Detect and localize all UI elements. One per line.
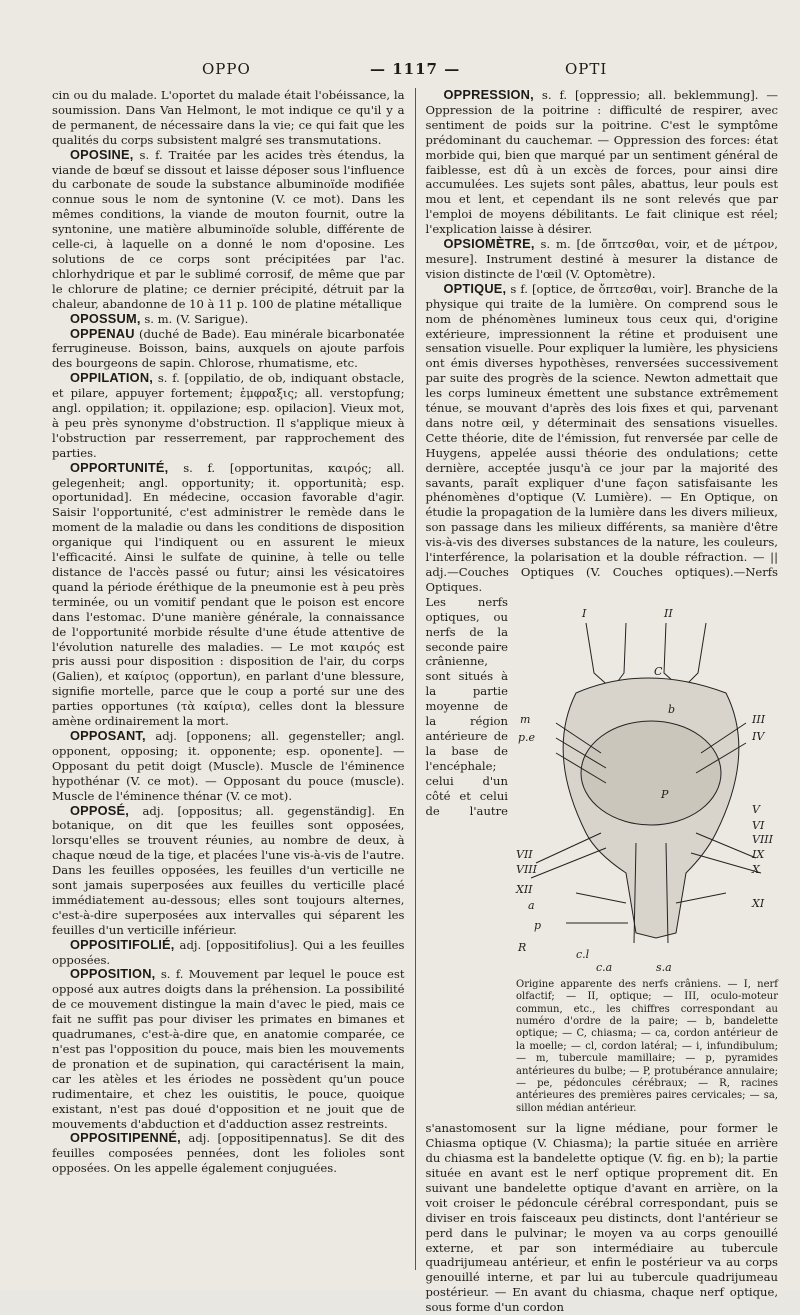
left-entry (52, 938, 405, 968)
figure-label: P (661, 787, 669, 801)
left-entry (52, 371, 405, 460)
figure-label: c.l (576, 947, 590, 961)
headword: OPOSSUM, (70, 310, 145, 326)
figure-label: s.a (656, 960, 672, 974)
figure-label: R (518, 940, 527, 954)
definition-text: s. f. Traitée par les acides très étendus, la viande de bœuf se dissout et laisse déposer sous l'influence du carbonate de soude la substance albuminoïde modifiée connue sous le nom de syntonine (V. ce mot). Dans les mêmes conditions, la viande de mouton fournit, outre la syntonine, une matière albuminoïde soluble, différente de celle-ci, à laquelle on a donné le nom d'oposine. Les solutions de ce corps sont précipitées par l'ac. chlorhydrique et par le sublimé corrosif, de même que par le chlorure de platine; ce dernier précipité, détruit par la chaleur, abandonne de 10 à 11 p. 100 de platine métallique (52, 147, 405, 311)
definition-text: s. f. Mouvement par lequel le pouce est opposé aux autres doigts dans la préhension. La possibilité de ce mouvement distingue la main d'avec le pied, mais ce fait ne suffit pas pour diviser les primates en bimanes et quadrumanes, c'est-à-dire que, en anatomie comparée, ce n'est pas l'opposition du pouce, mais bien les mouvements de pronation et de supination, qui caractérisent la main, car les atèles et les ériodes ne possèdent qu'un pouce rudimentaire, et chez les ouistitis, le pouce, quoique existant, n'est pas doué d'opposition et ne jouit que de mouvements d'abduction et d'adduction assez restreints. (52, 967, 405, 1131)
headword: OPPOSITION, (70, 966, 161, 982)
header-right: OPTI (565, 60, 608, 78)
left-entry (52, 1131, 405, 1176)
headword: OPOSINE, (70, 146, 140, 162)
figure-label: C (654, 664, 663, 678)
figure-label: a (528, 898, 535, 912)
page-number: — 1117 — (370, 60, 461, 78)
figure-label: p.e (518, 730, 536, 744)
left-entry (52, 148, 405, 312)
left-entry (52, 327, 405, 372)
headword: OPPRESSION, (443, 87, 542, 102)
headword: OPPENAU (70, 325, 139, 341)
headword: OPPOSANT, (70, 727, 156, 743)
definition-text: s. m. [de ὄπτεσθαι, voir, et de μέτρον, mesure]. Instrument destiné à mesurer la distance de vision distincte de l'œil (V. Optomètre). (425, 237, 778, 281)
header-left: OPPO (202, 60, 251, 78)
figure-caption: Origine apparente des nerfs crâniens. — I, nerf olfactif; — II, optique; — III, oculo-moteur commun, etc., les chiffres correspondant au numéro d'ordre de la paire; — b, bandelette optique; — C, chiasma; — ca, cordon antérieur de la moelle; — cl, cordon latéral; — i, infundibulum; — m, tubercule mamillaire; — p, pyramides antérieures du bulbe; — P, protubérance annulaire; — pe, pédoncules cérébraux; — R, racines antérieures des premières paires cervicales; — sa, sillon médian antérieur. (516, 978, 778, 1114)
optic-nerve-text: Les nerfs optiques, ou nerfs de la seconde paire crânienne, sont situés à la partie moyenne de la région antérieure de la base de l'encéphale; celui d'un côté et celui de l'autre s'anastomosent sur la ligne médiane, pour former le Chiasma optique (V. Chiasma); la partie située en arrière du chiasma est la bandelette optique (V. fig. en b); la partie située en avant est le nerf optique proprement dit. En suivant une bandelette optique d'avant en arrière, on la voit croiser le pédoncule cérébral correspondant, puis se diviser en trois faisceaux peu distincts, dont l'antérieur se perd dans le pulvinar; le moyen va au corps genouillé externe, et par son intermédiaire au tubercule quadrijumeau antérieur, et enfin le postérieur va au corps genouillé interne, et par lui au tubercule quadrijumeau postérieur. — En avant du chiasma, chaque nerf optique, sous forme d'un cordon (425, 594, 778, 1315)
figure-label: p (534, 918, 542, 932)
left-entry (52, 461, 405, 729)
definition-text: s f. [optice, de ὄπτεσθαι, voir]. Branche de la physique qui traite de la lumière. On comprend sous le nom de phénomènes lumineux tous ceux qui, d'origine extérieure, impressionnent la rétine et produisent une sensation visuelle. Pour expliquer la lumière, les physiciens ont émis diverses hypothèses, renversées successivement par suite des progrès de la science. Newton admettait que les corps lumineux émettent une substance extrêmement ténue, se mouvant d'après des lois fixes et qui, parvenant dans notre œil, y déterminait des sensations visuelles. Cette théorie, dite de l'émission, fut renversée par celle de Huygens, appelée aussi théorie des ondulations; cette dernière, acceptée jusqu'à ce jour par la majorité des savants, paraît expliquer d'une façon satisfaisante les phénomènes d'optique (V. Lumière). — En Optique, on étudie la propagation de la lumière dans les divers milieux, son passage dans les milieux différents, sa manière d'être vis-à-vis des diverses substances de la nature, les couleurs, l'interférence, la polarisation et la double réfraction. — || adj.—Couches Optiques (V. Couches optiques).—Nerfs Optiques. (425, 281, 778, 594)
left-entry (52, 312, 405, 327)
figure-label: I (582, 606, 587, 620)
left-entry (52, 729, 405, 804)
right-entry (426, 282, 779, 595)
definition-text: adj. [oppositipennatus]. Se dit des feuilles composées pennées, dont les folioles sont opposées. On les appelle également conjuguées. (52, 1131, 405, 1176)
headword: OPPOSITIPENNÉ, (70, 1130, 189, 1146)
figure-label: III (752, 712, 766, 726)
left-column (52, 88, 405, 1270)
figure-label: XI (752, 896, 765, 910)
definition-text: adj. [oppositifolius]. Qui a les feuilles opposées. (52, 937, 405, 967)
definition-text: adj. [oppositus; all. gegenständig]. En botanique, on dit que les feuilles sont opposées, lorsqu'elles se trouvent réunies, au nombre de deux, à chaque nœud de la tige, et placées l'une vis-à-vis de l'autre. Dans les feuilles opposées, les feuilles d'un verticille ne sont jamais superposées aux feuilles du verticille placé immédiatement au-dessous; elles sont toujours alternes, c'est-à-dire superposées aux intervalles qui séparent les feuilles d'un verticille inférieur. (52, 803, 405, 937)
figure-label: VI (752, 818, 765, 832)
figure-label: X (752, 862, 760, 876)
figure-label: II (664, 606, 673, 620)
column-divider (415, 88, 416, 1270)
definition-text: s. f. [oppressio; all. beklemmung]. — Oppression de la poitrine : difficulté de respirer, avec sentiment de poids sur la poitrine. C'est le symptôme prédominant du cauchemar. — Oppression des forces: état morbide qui, bien que marqué par un sentiment général de faiblesse, est dû à un excès de forces, pour ainsi dire accumulées. Les sujets sont pâles, abattus, leur pouls est mou et lent, et cependant ils ne sont relevés que par l'emploi de moyens débilitants. Le fait clinique est réel; l'explication laisse à désirer. (425, 88, 779, 237)
figure-label: b (668, 702, 676, 716)
definition-text: cin ou du malade. L'oportet du malade était l'obéissance, la soumission. Dans Van Helmont, le mot indique ce qu'il y a de permanent, de nécessaire dans la vie; ce qui fait que les qualités du corps subsistent malgré ses transmutations. (52, 88, 405, 147)
figure-label: XII (516, 882, 533, 896)
figure-label: V (752, 802, 760, 816)
figure-label: VIII (752, 832, 773, 846)
figure-label: c.a (596, 960, 613, 974)
right-entry (426, 237, 779, 282)
headword: OPPORTUNITÉ, (70, 459, 184, 475)
running-header (0, 60, 800, 84)
figure-label: VII (516, 847, 533, 861)
headword: OPPILATION, (70, 370, 158, 386)
figure-label: VIII (516, 862, 537, 876)
definition-text: s. f. [oppilatio, de ob, indiquant obstacle, et pilare, appuyer fortement; ἐμφραξις; all. verstopfung; angl. oppilation; it. oppilazione; esp. opilacion]. Vieux mot, à peu près synonyme d'obstruction. Il s'applique mieux à l'obstruction par resserrement, par rapprochement des parties. (52, 371, 405, 460)
figure-label: IX (752, 847, 765, 861)
definition-text: s. f. [opportunitas, καιρός; all. gelegenheit; angl. opportunity; it. opportunità; esp. oportunidad]. En médecine, occasion favorable d'agir. Saisir l'opportunité, c'est administrer le remède dans le moment de la maladie ou dans les conditions de disposition organique qui l'indiquent ou en assurent le mieux l'efficacité. Ainsi le sulfate de quinine, à telle ou telle distance de l'accès passé ou futur; ainsi les vésicatoires quand la période éréthique de la pneumonie est à peu près terminée, ou un vomitif pendant que le poison est encore dans l'estomac. D'une manière générale, la connaissance de l'opportunité morbide résulte d'une étude attentive de l'évolution naturelle des maladies. — Le mot καιρός est pris aussi pour disposition : disposition de l'air, du corps (Galien), et καίριος (opportun), en parlant d'une blessure, signifie mortelle, parce que le coup a porté sur une des parties opportunes (τὰ καίρια), celles dont la blessure amène ordinairement la mort. (52, 460, 405, 729)
brain-base-illustration (516, 603, 778, 973)
headword: OPTIQUE, (443, 280, 511, 296)
figure-label: m (520, 712, 531, 726)
definition-text: adj. [opponens; all. gegensteller; angl. opponent, opposing; it. opponente; esp. oponente]. — Opposant du petit doigt (Muscle). Muscle de l'éminence hypothénar (V. ce mot). — Opposant du pouce (muscle). Muscle de l'éminence thénar (V. ce mot). (52, 728, 405, 803)
right-column (425, 87, 779, 1315)
figure (516, 603, 778, 1115)
right-entry (426, 88, 779, 237)
left-entry (52, 88, 405, 148)
definition-text: s. m. (V. Sarigue). (144, 311, 249, 326)
definition-text: (duché de Bade). Eau minérale bicarbonatée ferrugineuse. Boisson, bains, auxquels on ajoute parfois des bourgeons de sapin. Chlorose, rhumatisme, etc. (52, 326, 405, 371)
headword: OPPOSITIFOLIÉ, (70, 936, 180, 952)
left-entry (52, 804, 405, 938)
headword: OPSIOMÈTRE, (443, 236, 541, 252)
left-entry (52, 967, 405, 1131)
figure-label: IV (752, 729, 765, 743)
headword: OPPOSÉ, (70, 802, 143, 818)
